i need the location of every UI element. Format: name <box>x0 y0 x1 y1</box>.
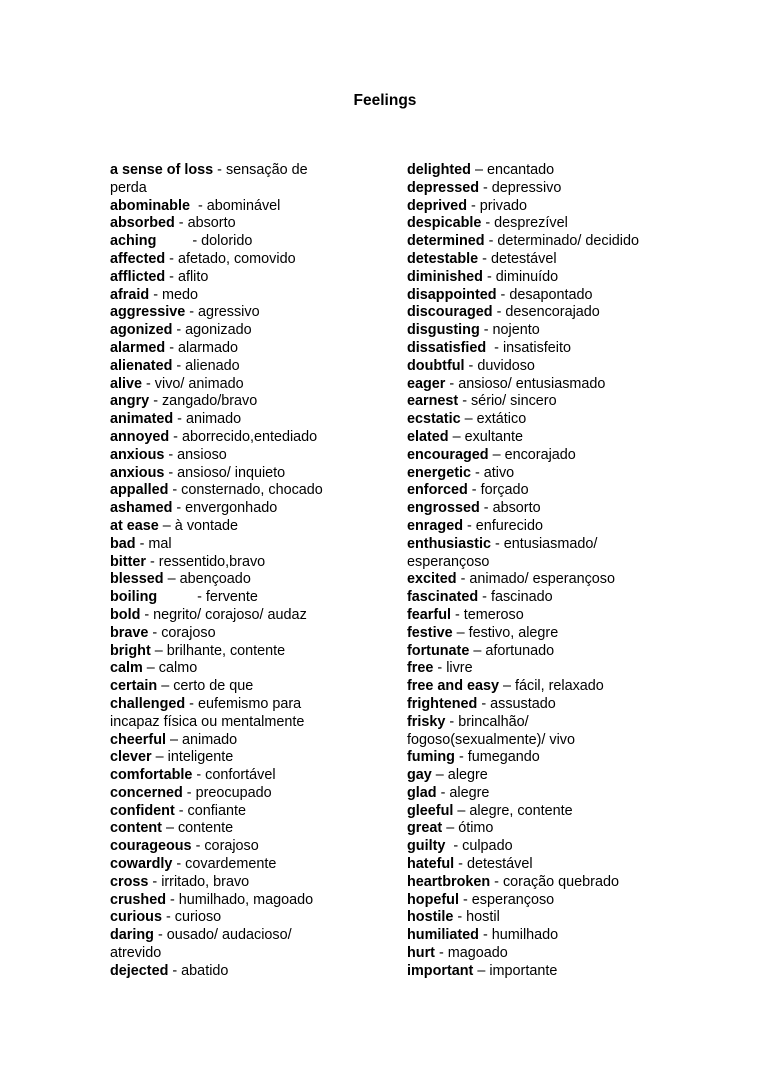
vocabulary-line <box>110 554 365 572</box>
vocabulary-line <box>407 429 677 447</box>
vocabulary-line <box>407 411 677 429</box>
vocabulary-line <box>110 429 365 447</box>
vocabulary-line <box>407 215 677 233</box>
english-term: anxious <box>110 464 165 481</box>
portuguese-translation: - medo <box>149 286 198 303</box>
english-term: alive <box>110 375 143 392</box>
vocabulary-line <box>407 233 677 251</box>
english-term: enthusiastic <box>407 535 491 552</box>
portuguese-translation: – animado <box>165 731 238 748</box>
portuguese-translation: - detestável <box>478 250 557 267</box>
portuguese-translation: - covardemente <box>172 856 277 873</box>
vocabulary-line <box>407 393 677 411</box>
english-term: discouraged <box>407 304 493 321</box>
portuguese-translation: – encantado <box>470 162 555 178</box>
english-term: angry <box>110 393 150 410</box>
vocabulary-line <box>407 963 677 981</box>
english-term: annoyed <box>110 428 170 445</box>
portuguese-translation: - privado <box>466 197 527 214</box>
vocabulary-line <box>407 945 677 963</box>
portuguese-translation: - sério/ sincero <box>458 393 557 410</box>
portuguese-translation: - esperançoso <box>458 891 555 908</box>
portuguese-translation: - preocupado <box>182 784 272 801</box>
portuguese-translation: - ansioso <box>164 446 227 463</box>
portuguese-translation: - ressentido,bravo <box>145 553 266 570</box>
portuguese-translation: - agonizado <box>172 322 252 339</box>
vocabulary-line <box>407 660 677 678</box>
portuguese-translation: - zangado/bravo <box>149 393 258 410</box>
vocabulary-line <box>110 233 365 251</box>
vocabulary-line <box>110 749 365 767</box>
english-term: cheerful <box>110 731 166 748</box>
english-term: heartbroken <box>407 873 491 890</box>
english-term: aggressive <box>110 304 186 321</box>
portuguese-translation: - abatido <box>168 962 229 979</box>
vocabulary-line <box>407 518 677 536</box>
portuguese-translation: – afortunado <box>469 642 555 659</box>
vocabulary-line <box>407 447 677 465</box>
portuguese-translation: - agressivo <box>185 304 260 321</box>
vocabulary-line <box>110 607 365 625</box>
vocabulary-line <box>407 198 677 216</box>
portuguese-translation: - confortável <box>192 767 276 784</box>
vocabulary-line <box>407 500 677 518</box>
portuguese-translation: - desencorajado <box>492 304 600 321</box>
portuguese-translation: - fumegando <box>454 749 540 766</box>
english-term: dissatisfied <box>407 339 487 356</box>
english-term: festive <box>407 624 453 641</box>
portuguese-translation: - culpado <box>445 838 513 855</box>
english-term: challenged <box>110 695 186 712</box>
portuguese-translation: - corajoso <box>191 838 259 855</box>
english-term: guilty <box>407 838 446 855</box>
english-term: earnest <box>407 393 459 410</box>
portuguese-translation: - aborrecido,entediado <box>169 428 318 445</box>
english-term: bitter <box>110 553 146 570</box>
portuguese-translation: - sensação de <box>213 162 308 178</box>
vocabulary-line <box>407 607 677 625</box>
portuguese-translation: - coração quebrado <box>490 873 619 890</box>
portuguese-translation: - forçado <box>467 482 529 499</box>
portuguese-translation: – fácil, relaxado <box>499 678 604 695</box>
vocabulary-line <box>110 803 365 821</box>
portuguese-translation: - entusiasmado/ <box>490 535 598 552</box>
portuguese-translation: – extático <box>460 411 527 428</box>
english-term: calm <box>110 660 143 677</box>
english-term: aching <box>110 233 157 250</box>
vocabulary-line <box>110 625 365 643</box>
english-term: blessed <box>110 571 164 588</box>
vocabulary-line <box>407 536 677 554</box>
vocabulary-line <box>110 660 365 678</box>
english-term: animated <box>110 411 174 428</box>
english-term: bad <box>110 535 136 552</box>
portuguese-translation: - aflito <box>165 268 209 285</box>
vocabulary-line <box>110 411 365 429</box>
portuguese-translation: - ansioso/ inquieto <box>164 464 286 481</box>
portuguese-translation: - alegre <box>436 784 490 801</box>
portuguese-translation: - hostil <box>453 909 500 926</box>
portuguese-translation: - confiante <box>174 802 246 819</box>
english-term: hateful <box>407 856 455 873</box>
vocabulary-line <box>407 732 677 750</box>
vocabulary-line <box>407 376 677 394</box>
portuguese-translation: - animado/ esperançoso <box>456 571 615 588</box>
english-term: ecstatic <box>407 411 461 428</box>
vocabulary-line <box>110 322 365 340</box>
vocabulary-line <box>407 571 677 589</box>
portuguese-translation: - vivo/ animado <box>142 375 244 392</box>
english-term: glad <box>407 784 437 801</box>
english-term: afraid <box>110 286 150 303</box>
english-term: curious <box>110 909 162 926</box>
portuguese-translation: - alienado <box>172 357 240 374</box>
vocabulary-line <box>110 714 365 732</box>
english-term: doubtful <box>407 357 465 374</box>
vocabulary-line <box>110 340 365 358</box>
portuguese-translation: perda <box>110 179 147 196</box>
vocabulary-line <box>407 322 677 340</box>
english-term: ashamed <box>110 500 173 517</box>
portuguese-translation: – alegre, contente <box>453 802 573 819</box>
portuguese-translation: - absorto <box>479 500 541 517</box>
portuguese-translation: – importante <box>473 962 558 979</box>
portuguese-translation: - corajoso <box>148 624 216 641</box>
vocabulary-line <box>110 963 365 981</box>
portuguese-translation: – certo de que <box>157 678 254 695</box>
vocabulary-line <box>407 909 677 927</box>
vocabulary-line <box>110 482 365 500</box>
english-term: affected <box>110 250 166 267</box>
vocabulary-line <box>407 643 677 661</box>
english-term: despicable <box>407 215 482 232</box>
english-term: hopeful <box>407 891 459 908</box>
vocabulary-line <box>110 571 365 589</box>
english-term: fuming <box>407 749 455 766</box>
portuguese-translation: – ótimo <box>442 820 494 837</box>
english-term: afflicted <box>110 268 166 285</box>
english-term: fascinated <box>407 589 479 606</box>
portuguese-translation: - dolorido <box>156 233 253 250</box>
english-term: fearful <box>407 606 451 623</box>
vocabulary-line <box>407 162 677 180</box>
english-term: dejected <box>110 962 169 979</box>
english-term: comfortable <box>110 767 193 784</box>
vocabulary-line <box>110 180 365 198</box>
vocabulary-line <box>407 625 677 643</box>
vocabulary-line <box>407 767 677 785</box>
vocabulary-line <box>407 340 677 358</box>
vocabulary-line <box>407 589 677 607</box>
english-term: absorbed <box>110 215 175 232</box>
english-term: important <box>407 962 474 979</box>
english-term: disgusting <box>407 322 480 339</box>
portuguese-translation: - humilhado <box>478 927 559 944</box>
english-term: frightened <box>407 695 478 712</box>
vocabulary-line <box>407 304 677 322</box>
portuguese-translation: - determinado/ decidido <box>484 233 639 250</box>
portuguese-translation: - consternado, chocado <box>168 482 323 499</box>
vocabulary-line <box>110 287 365 305</box>
vocabulary-line <box>110 376 365 394</box>
vocabulary-line <box>407 874 677 892</box>
portuguese-translation: – encorajado <box>488 446 576 463</box>
vocabulary-line <box>110 856 365 874</box>
page-title: Feelings <box>353 92 417 109</box>
english-term: cross <box>110 873 149 890</box>
vocabulary-line <box>110 358 365 376</box>
left-word-column <box>110 162 365 981</box>
vocabulary-line <box>110 945 365 963</box>
vocabulary-line <box>110 643 365 661</box>
portuguese-translation: – exultante <box>448 428 523 445</box>
english-term: deprived <box>407 197 467 214</box>
english-term: certain <box>110 678 158 695</box>
portuguese-translation: – alegre <box>431 767 488 784</box>
vocabulary-line <box>110 874 365 892</box>
vocabulary-line <box>407 180 677 198</box>
english-term: a sense of loss <box>110 162 214 178</box>
portuguese-translation: - absorto <box>174 215 236 232</box>
english-term: content <box>110 820 162 837</box>
english-term: depressed <box>407 179 479 196</box>
english-term: boiling <box>110 589 158 606</box>
portuguese-translation: atrevido <box>110 945 162 962</box>
english-term: enraged <box>407 517 463 534</box>
portuguese-translation: - magoado <box>434 945 508 962</box>
english-term: determined <box>407 233 485 250</box>
vocabulary-line <box>110 678 365 696</box>
vocabulary-line <box>110 536 365 554</box>
vocabulary-line <box>407 678 677 696</box>
english-term: elated <box>407 428 449 445</box>
portuguese-translation: incapaz física ou mentalmente <box>110 713 305 730</box>
portuguese-translation: - humilhado, magoado <box>165 891 314 908</box>
vocabulary-line <box>110 500 365 518</box>
vocabulary-line <box>407 785 677 803</box>
english-term: clever <box>110 749 152 766</box>
portuguese-translation: – brilhante, contente <box>150 642 286 659</box>
english-term: disappointed <box>407 286 497 303</box>
portuguese-translation: - curioso <box>161 909 222 926</box>
portuguese-translation: - livre <box>433 660 473 677</box>
english-term: alienated <box>110 357 173 374</box>
portuguese-translation: – contente <box>161 820 234 837</box>
vocabulary-line <box>110 465 365 483</box>
vocabulary-line <box>407 803 677 821</box>
vocabulary-line <box>110 767 365 785</box>
english-term: crushed <box>110 891 166 908</box>
vocabulary-line <box>110 215 365 233</box>
portuguese-translation: esperançoso <box>407 553 490 570</box>
portuguese-translation: - negrito/ corajoso/ audaz <box>140 606 307 623</box>
vocabulary-line <box>110 696 365 714</box>
portuguese-translation: - animado <box>173 411 242 428</box>
english-term: cowardly <box>110 856 173 873</box>
portuguese-translation: - nojento <box>479 322 540 339</box>
vocabulary-line <box>110 447 365 465</box>
english-term: frisky <box>407 713 446 730</box>
english-term: concerned <box>110 784 183 801</box>
vocabulary-line <box>110 785 365 803</box>
portuguese-translation: - depressivo <box>479 179 562 196</box>
english-term: energetic <box>407 464 471 481</box>
vocabulary-line <box>407 358 677 376</box>
vocabulary-line <box>407 714 677 732</box>
vocabulary-line <box>110 198 365 216</box>
portuguese-translation: - assustado <box>477 695 556 712</box>
english-term: anxious <box>110 446 165 463</box>
english-term: free and easy <box>407 678 499 695</box>
english-term: bright <box>110 642 151 659</box>
portuguese-translation: - ousado/ audacioso/ <box>153 927 292 944</box>
english-term: hostile <box>407 909 454 926</box>
vocabulary-line <box>407 482 677 500</box>
portuguese-translation: - diminuído <box>482 268 559 285</box>
portuguese-translation: – à vontade <box>158 517 239 534</box>
right-word-column <box>407 162 677 981</box>
portuguese-translation: - alarmado <box>165 339 238 356</box>
english-term: hurt <box>407 945 435 962</box>
portuguese-translation: - irritado, bravo <box>148 873 250 890</box>
english-term: bold <box>110 606 141 623</box>
english-term: gay <box>407 767 432 784</box>
vocabulary-line <box>407 554 677 572</box>
vocabulary-line <box>110 838 365 856</box>
english-term: gleeful <box>407 802 454 819</box>
vocabulary-line <box>407 696 677 714</box>
english-term: agonized <box>110 322 173 339</box>
english-term: at ease <box>110 517 159 534</box>
english-term: humiliated <box>407 927 479 944</box>
portuguese-translation: - abominável <box>189 197 281 214</box>
vocabulary-line <box>110 162 365 180</box>
portuguese-translation: - temeroso <box>450 606 524 623</box>
portuguese-translation: fogoso(sexualmente)/ vivo <box>407 731 575 748</box>
portuguese-translation: - fervente <box>157 589 258 606</box>
vocabulary-line <box>110 732 365 750</box>
vocabulary-line <box>407 269 677 287</box>
vocabulary-line <box>407 838 677 856</box>
vocabulary-line <box>407 892 677 910</box>
vocabulary-line <box>110 927 365 945</box>
vocabulary-line <box>110 909 365 927</box>
vocabulary-line <box>110 251 365 269</box>
english-term: abominable <box>110 197 190 214</box>
portuguese-translation: - ativo <box>471 464 515 481</box>
english-term: great <box>407 820 443 837</box>
portuguese-translation: - afetado, comovido <box>165 250 296 267</box>
english-term: free <box>407 660 434 677</box>
english-term: eager <box>407 375 446 392</box>
english-term: brave <box>110 624 149 641</box>
vocabulary-line <box>407 251 677 269</box>
english-term: encouraged <box>407 446 489 463</box>
portuguese-translation: - mal <box>135 535 172 552</box>
english-term: appalled <box>110 482 169 499</box>
english-term: alarmed <box>110 339 166 356</box>
vocabulary-line <box>407 927 677 945</box>
vocabulary-line <box>407 749 677 767</box>
portuguese-translation: - detestável <box>454 856 533 873</box>
vocabulary-line <box>110 269 365 287</box>
english-term: diminished <box>407 268 483 285</box>
english-term: courageous <box>110 838 192 855</box>
portuguese-translation: - fascinado <box>478 589 553 606</box>
english-term: engrossed <box>407 500 480 517</box>
vocabulary-line <box>110 892 365 910</box>
portuguese-translation: - duvidoso <box>464 357 535 374</box>
portuguese-translation: - eufemismo para <box>185 695 302 712</box>
portuguese-translation: – inteligente <box>151 749 234 766</box>
portuguese-translation: - brincalhão/ <box>445 713 529 730</box>
portuguese-translation: - enfurecido <box>462 517 543 534</box>
english-term: enforced <box>407 482 468 499</box>
vocabulary-line <box>407 287 677 305</box>
english-term: excited <box>407 571 457 588</box>
portuguese-translation: – abençoado <box>163 571 251 588</box>
portuguese-translation: - desprezível <box>481 215 568 232</box>
vocabulary-line <box>110 393 365 411</box>
portuguese-translation: - insatisfeito <box>486 339 571 356</box>
english-term: daring <box>110 927 154 944</box>
english-term: detestable <box>407 250 479 267</box>
vocabulary-line <box>407 820 677 838</box>
portuguese-translation: – calmo <box>142 660 198 677</box>
vocabulary-line <box>407 856 677 874</box>
portuguese-translation: - desapontado <box>496 286 593 303</box>
english-term: delighted <box>407 162 471 178</box>
vocabulary-line <box>110 304 365 322</box>
vocabulary-line <box>407 465 677 483</box>
english-term: confident <box>110 802 175 819</box>
portuguese-translation: - ansioso/ entusiasmado <box>445 375 606 392</box>
vocabulary-line <box>110 589 365 607</box>
vocabulary-line <box>110 820 365 838</box>
english-term: fortunate <box>407 642 470 659</box>
portuguese-translation: - envergonhado <box>172 500 278 517</box>
portuguese-translation: – festivo, alegre <box>452 624 559 641</box>
vocabulary-line <box>110 518 365 536</box>
